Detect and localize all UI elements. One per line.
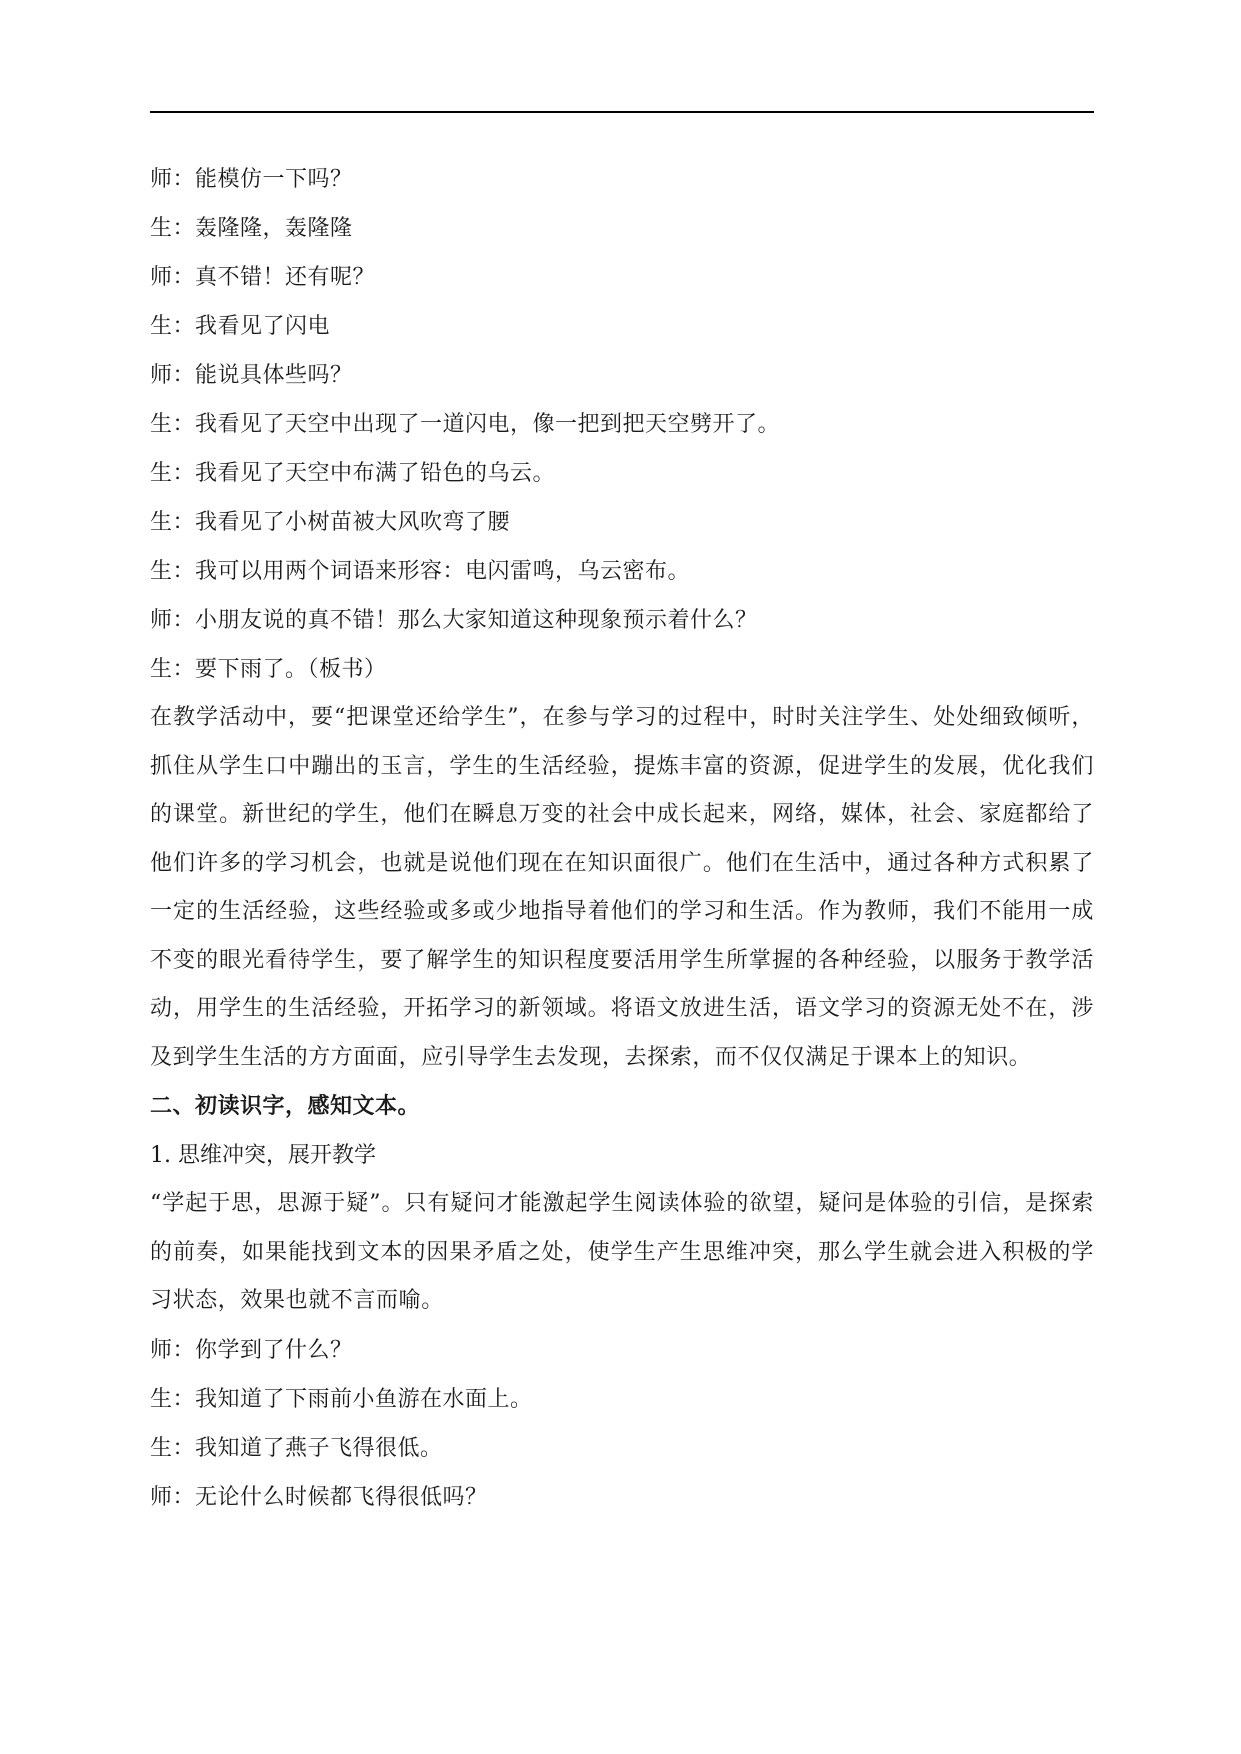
dialogue-line: 师：小朋友说的真不错！那么大家知道这种现象预示着什么？ [150,608,758,633]
dialogue-line: 师：能说具体些吗？ [150,363,353,388]
header-rule [150,111,1094,113]
dialogue-line: 生：我看见了天空中出现了一道闪电，像一把到把天空劈开了。 [150,412,781,437]
dialogue-line: 师：无论什么时候都飞得很低吗？ [150,1484,488,1510]
reflection-paragraph: 在教学活动中，要“把课堂还给学生”，在参与学习的过程中，时时关注学生、处处细致倾听，抓住从学生口中蹦出的玉言，学生的生活经验，提炼丰富的资源，促进学生的发展，优化我们的课堂。新世纪的学生，他们在瞬息万变的社会中成长起来，网络，媒体，社会、家庭都给了他们许多的学习机会，也就是说他们现在在知识面很广。他们在生活中，通过各种方式积累了一定的生活经验，这些经验或多或少地指导着他们的学习和生活。作为教师，我们不能用一成不变的眼光看待学生，要了解学生的知识程度要活用学生所掌握的各种经验，以服务于教学活动，用学生的生活经验，开拓学习的新领域。将语文放进生活，语文学习的资源无处不在，涉及到学生生活的方方面面，应引导学生去发现，去探索，而不仅仅满足于课本上的知识。 [150,705,1094,1070]
dialogue-line: 师：真不错！还有呢？ [150,265,376,290]
dialogue-line: 生：轰隆隆，轰隆隆 [150,216,353,241]
dialogue-line: 生：我知道了燕子飞得很低。 [150,1435,443,1461]
dialogue-line: 生：我知道了下雨前小鱼游在水面上。 [150,1386,533,1412]
section-heading: 二、初读识字，感知文本。 [150,1093,421,1119]
dialogue-line: 生：我看见了小树苗被大风吹弯了腰 [150,510,511,535]
intro-paragraph: “学起于思，思源于疑”。只有疑问才能激起学生阅读体验的欲望，疑问是体验的引信，是探索的前奏，如果能找到文本的因果矛盾之处，使学生产生思维冲突，那么学生就会进入积极的学习状态，效果也就不言而喻。 [150,1191,1094,1313]
dialogue-line: 生：我可以用两个词语来形容：电闪雷鸣，乌云密布。 [150,559,691,584]
dialogue-line: 生：我看见了闪电 [150,314,331,339]
subheading: 1. 思维冲突，展开教学 [150,1143,376,1168]
dialogue-line: 生：我看见了天空中布满了铅色的乌云。 [150,461,556,486]
dialogue-line: 生：要下雨了。（板书） [150,657,387,682]
dialogue-line: 师：你学到了什么？ [150,1337,353,1363]
document-body [150,155,1094,1522]
dialogue-line: 师：能模仿一下吗？ [150,167,353,192]
